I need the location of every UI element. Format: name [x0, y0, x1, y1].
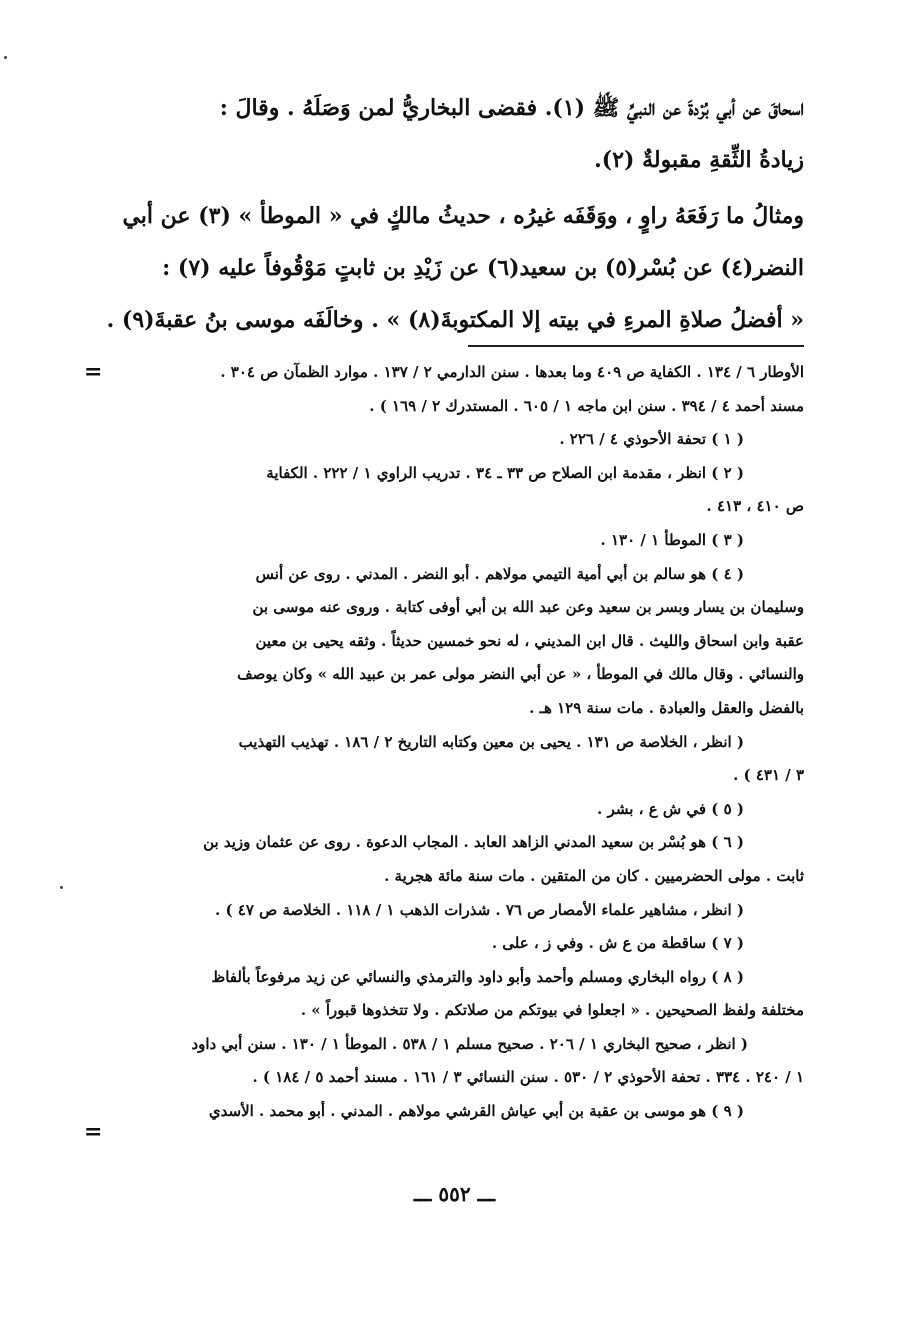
page-number: ـــ ٥٥٢ ـــ: [413, 1182, 496, 1206]
footnote-line: ( ٨ ) رواه البخاري ومسلم وأحمد وأبو داود والترمذي والنسائي عن زيد مرفوعاً بألفاظ: [211, 967, 744, 986]
speck: [60, 886, 63, 889]
main-line: اسحاقَ عن أبي بُرْدةَ عن النبيِّ ﷺ (١). فقضى البخاريُّ لمن وَصَلَهُ . وقالَ :: [219, 95, 804, 121]
footnote-line: ١ / ٢٤٠ . ٣٣٤ . تحفة الأحوذي ٢ / ٥٣٠ . سنن النسائي ٣ / ١٦١ . مسند أحمد ٥ / ١٨٤ ) .: [252, 1068, 804, 1087]
footnote-line: الأوطار ٦ / ١٣٤ . الكفاية ص ٤٠٩ وما بعدها . سنن الدارمي ٢ / ١٣٧ . موارد الظمآن ص ٣٠٤ .: [220, 363, 804, 381]
footnote-line: ( ٣ ) الموطأ ١ / ١٣٠ .: [600, 530, 744, 549]
main-line: « أفضلُ صلاةِ المرءِ في بيته إلا المكتوبةَ(٨) » . وخالَفَه موسى بنُ عقبةَ(٩) .: [106, 307, 804, 333]
footnote-line: ( ٤ ) هو سالم بن أبي أمية التيمي مولاهم . أبو النضر . المدني . روى عن أنس: [255, 564, 744, 583]
footnote-line: ( ٦ ) هو بُسْر بن سعيد المدني الزاهد العابد . المجاب الدعوة . روى عن عثمان وزيد بن: [203, 833, 744, 852]
footnote-line: مختلفة ولفظ الصحيحين . « اجعلوا في بيوتكم من صلاتكم . ولا تتخذوها قبوراً » .: [300, 1001, 804, 1020]
footnote-line: وسليمان بن يسار وبسر بن سعيد وعن عبد الله بن أبي أوفى كتابة . وروى عنه موسى بن: [252, 598, 804, 617]
footnote-line: ثابت . مولى الحضرميين . كان من المتقين . مات سنة مائة هجرية .: [384, 866, 804, 885]
footnote-line: ( انظر ، الخلاصة ص ١٣١ . يحيى بن معين وكتابه التاريخ ٢ / ١٨٦ . تهذيب التهذيب: [238, 732, 744, 751]
footnote-line: ص ٤١٠ ، ٤١٣ .: [706, 497, 804, 516]
footnote-line: ( ٢ ) انظر ، مقدمة ابن الصلاح ص ٣٣ ـ ٣٤ . تدريب الراوي ١ / ٢٢٢ . الكفاية: [266, 463, 744, 482]
main-text: [100, 82, 804, 346]
main-line: زيادةُ الثِّقةِ مقبولةٌ (٢).: [594, 147, 804, 173]
continuation-mark: =: [84, 359, 103, 385]
footnote-line: ٣ / ٤٣١ ) .: [733, 766, 804, 785]
footnote-line: ( انظر ، مشاهير علماء الأمصار ص ٧٦ . شذرات الذهب ١ / ١١٨ . الخلاصة ص ٤٧ ) .: [215, 900, 744, 919]
footnote-line: مسند أحمد ٤ / ٣٩٤ . سنن ابن ماجه ١ / ٦٠٥ . المستدرك ٢ / ١٦٩ ) .: [369, 396, 804, 415]
footnote-line: ( ١ ) تحفة الأحوذي ٤ / ٢٢٦ .: [559, 430, 744, 449]
main-line: النضر(٤) عن بُسْر(٥) بن سعيد(٦) عن زَيْدِ بن ثابتٍ مَوْقُوفاً عليه (٧) :: [162, 255, 804, 281]
footnote-divider: [468, 345, 804, 347]
footnote-line: والنسائي . وقال مالك في الموطأ ، « عن أبي النضر مولى عمر بن عبيد الله » وكان يوصف: [237, 665, 804, 684]
footnote-line: ( ٩ ) هو موسى بن عقبة بن أبي عياش القرشي مولاهم . المدني . أبو محمد . الأسدي: [208, 1102, 744, 1121]
footnotes: [100, 356, 804, 1129]
main-line: ومثالُ ما رَفَعَهُ راوٍ ، ووَقَفَه غيرُه ، حديثُ مالكٍ في « الموطأ » (٣) عن أبي: [122, 203, 804, 229]
speck: [4, 56, 7, 59]
end-continuation-mark: =: [84, 1119, 103, 1145]
footnote-line: بالفضل والعقل والعبادة . مات سنة ١٢٩ هـ .: [529, 698, 804, 717]
footnote-line: ( انظر ، صحيح البخاري ١ / ٢٠٦ . صحيح مسلم ١ / ٥٣٨ . الموطأ ١ / ١٣٠ . سنن أبي داود: [191, 1034, 748, 1053]
footnote-line: عقبة وابن اسحاق والليث . قال ابن المديني ، له نحو خمسين حديثاً . وثقه يحيى بن معين: [255, 631, 804, 650]
footnote-line: ( ٥ ) في ش ع ، بشر .: [597, 799, 744, 818]
footnote-line: ( ٧ ) ساقطة من ع ش . وفي ز ، على .: [491, 934, 744, 953]
